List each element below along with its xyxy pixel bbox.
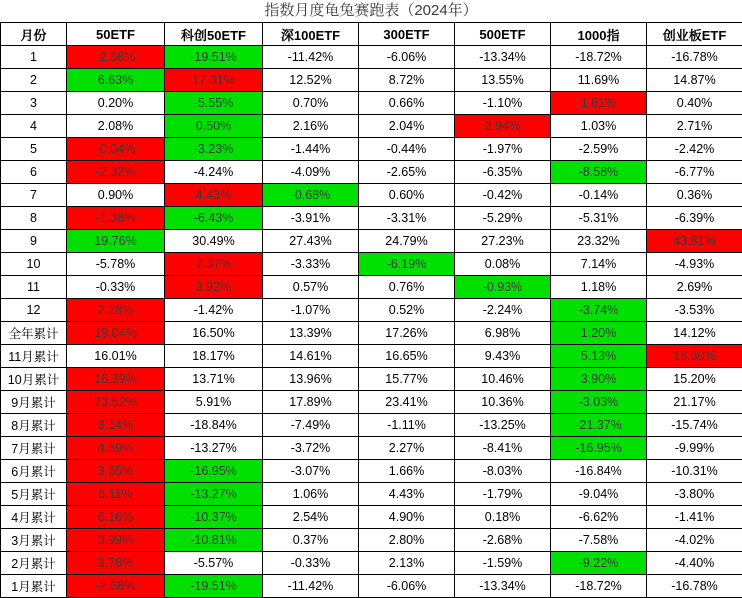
data-cell: 2.08%: [67, 115, 165, 138]
data-cell: -3.53%: [647, 299, 742, 322]
data-cell: -6.39%: [647, 207, 742, 230]
data-cell: 12.52%: [263, 69, 359, 92]
data-cell: -16.84%: [551, 460, 647, 483]
data-cell: 16.01%: [67, 345, 165, 368]
table-row: [1, 253, 742, 276]
table-row: [1, 46, 742, 69]
data-cell: -3.74%: [551, 299, 647, 322]
table-row: [1, 483, 742, 506]
data-cell: 18.30%: [647, 345, 742, 368]
data-cell: 14.12%: [647, 322, 742, 345]
table-row: [1, 161, 742, 184]
row-label: 12: [1, 299, 67, 322]
data-cell: 1.81%: [551, 92, 647, 115]
data-cell: 3.65%: [67, 460, 165, 483]
data-cell: 2.16%: [263, 115, 359, 138]
column-header-500etf: 500ETF: [455, 23, 551, 46]
data-cell: 30.49%: [165, 230, 263, 253]
table-row: [1, 207, 742, 230]
table-row: [1, 299, 742, 322]
table-row: [1, 414, 742, 437]
data-cell: -8.41%: [455, 437, 551, 460]
data-cell: -7.49%: [263, 414, 359, 437]
column-header-kechuang50etf: 科创50ETF: [165, 23, 263, 46]
data-cell: -16.78%: [647, 46, 742, 69]
data-cell: -3.07%: [263, 460, 359, 483]
data-cell: -1.10%: [455, 92, 551, 115]
data-cell: 7.14%: [551, 253, 647, 276]
data-cell: -0.33%: [263, 552, 359, 575]
data-cell: -18.84%: [165, 414, 263, 437]
data-cell: 7.37%: [165, 253, 263, 276]
data-cell: -6.19%: [359, 253, 455, 276]
column-header-300etf: 300ETF: [359, 23, 455, 46]
data-cell: 17.89%: [263, 391, 359, 414]
data-cell: -2.68%: [455, 529, 551, 552]
table-row: [1, 115, 742, 138]
data-cell: -1.44%: [263, 138, 359, 161]
data-cell: -5.57%: [165, 552, 263, 575]
data-cell: -4.02%: [647, 529, 742, 552]
data-cell: 14.87%: [647, 69, 742, 92]
data-cell: -5.29%: [455, 207, 551, 230]
data-cell: -13.27%: [165, 437, 263, 460]
data-cell: 3.99%: [67, 529, 165, 552]
table-row: [1, 322, 742, 345]
table-row: [1, 460, 742, 483]
table-row: [1, 276, 742, 299]
data-cell: -6.06%: [359, 46, 455, 69]
data-cell: 0.60%: [359, 184, 455, 207]
row-label: 7月累计: [1, 437, 67, 460]
data-cell: 0.18%: [455, 506, 551, 529]
data-cell: 0.76%: [359, 276, 455, 299]
table-row: [1, 552, 742, 575]
data-cell: -4.40%: [647, 552, 742, 575]
data-cell: 0.52%: [359, 299, 455, 322]
data-cell: 2.28%: [67, 299, 165, 322]
data-cell: -5.55%: [165, 92, 263, 115]
data-cell: -1.42%: [165, 299, 263, 322]
data-cell: -2.65%: [359, 161, 455, 184]
data-cell: -3.72%: [263, 437, 359, 460]
data-cell: -1.38%: [67, 207, 165, 230]
data-cell: 2.13%: [359, 552, 455, 575]
row-label: 5: [1, 138, 67, 161]
data-cell: -0.42%: [455, 184, 551, 207]
data-cell: 0.90%: [67, 184, 165, 207]
data-cell: 43.81%: [647, 230, 742, 253]
data-cell: -2.42%: [647, 138, 742, 161]
data-cell: 13.96%: [263, 368, 359, 391]
data-cell: 19.76%: [67, 230, 165, 253]
data-cell: 0.37%: [263, 529, 359, 552]
data-cell: 15.77%: [359, 368, 455, 391]
data-cell: 23.32%: [551, 230, 647, 253]
data-cell: -18.72%: [551, 575, 647, 598]
data-cell: 15.20%: [647, 368, 742, 391]
data-cell: -16.78%: [647, 575, 742, 598]
data-cell: 2.54%: [263, 506, 359, 529]
data-cell: 6.63%: [67, 69, 165, 92]
row-label: 3: [1, 92, 67, 115]
data-cell: 2.80%: [359, 529, 455, 552]
data-cell: 8.72%: [359, 69, 455, 92]
row-label: 9: [1, 230, 67, 253]
table-row: [1, 138, 742, 161]
data-cell: 2.94%: [455, 115, 551, 138]
row-label: 9月累计: [1, 391, 67, 414]
data-cell: 13.71%: [165, 368, 263, 391]
data-cell: -6.77%: [647, 161, 742, 184]
table-row: [1, 529, 742, 552]
column-header-shen100etf: 深100ETF: [263, 23, 359, 46]
data-cell: 1.06%: [263, 483, 359, 506]
data-cell: 19.04%: [67, 322, 165, 345]
table-row: [1, 230, 742, 253]
data-cell: 0.20%: [67, 92, 165, 115]
data-cell: -11.42%: [263, 46, 359, 69]
data-cell: 13.39%: [263, 322, 359, 345]
data-cell: 4.59%: [67, 437, 165, 460]
data-cell: -13.34%: [455, 46, 551, 69]
data-cell: 2.04%: [359, 115, 455, 138]
row-label: 6月累计: [1, 460, 67, 483]
data-cell: -0.04%: [67, 138, 165, 161]
data-cell: 0.66%: [359, 92, 455, 115]
row-label: 7: [1, 184, 67, 207]
table-row: [1, 391, 742, 414]
data-cell: -0.93%: [455, 276, 551, 299]
data-cell: -0.33%: [67, 276, 165, 299]
data-cell: -10.37%: [165, 506, 263, 529]
data-cell: -19.51%: [165, 575, 263, 598]
data-cell: 10.46%: [455, 368, 551, 391]
data-cell: -1.11%: [359, 414, 455, 437]
data-cell: 0.40%: [647, 92, 742, 115]
data-cell: 23.41%: [359, 391, 455, 414]
row-label: 3月累计: [1, 529, 67, 552]
data-cell: 3.14%: [67, 414, 165, 437]
data-cell: 2.71%: [647, 115, 742, 138]
data-cell: 6.98%: [455, 322, 551, 345]
data-cell: -1.07%: [263, 299, 359, 322]
table-row: [1, 506, 742, 529]
data-cell: 10.36%: [455, 391, 551, 414]
data-cell: -2.59%: [551, 138, 647, 161]
data-cell: -1.79%: [455, 483, 551, 506]
data-cell: 24.79%: [359, 230, 455, 253]
table-body: [1, 46, 742, 598]
data-cell: -3.80%: [647, 483, 742, 506]
data-cell: -1.97%: [455, 138, 551, 161]
data-cell: 6.16%: [67, 506, 165, 529]
data-cell: -10.81%: [165, 529, 263, 552]
data-cell: -6.62%: [551, 506, 647, 529]
data-cell: -8.03%: [455, 460, 551, 483]
data-cell: 2.69%: [647, 276, 742, 299]
row-label: 2月累计: [1, 552, 67, 575]
table-row: [1, 368, 742, 391]
row-label: 5月累计: [1, 483, 67, 506]
row-label: 11: [1, 276, 67, 299]
data-cell: 9.43%: [455, 345, 551, 368]
data-cell: -15.74%: [647, 414, 742, 437]
row-label: 8: [1, 207, 67, 230]
data-cell: 5.13%: [551, 345, 647, 368]
data-cell: -16.95%: [551, 437, 647, 460]
data-cell: -7.58%: [551, 529, 647, 552]
data-cell: 13.55%: [455, 69, 551, 92]
data-cell: -13.34%: [455, 575, 551, 598]
data-cell: -4.09%: [263, 161, 359, 184]
data-cell: 1.66%: [359, 460, 455, 483]
data-cell: -9.22%: [551, 552, 647, 575]
table-row: [1, 92, 742, 115]
column-header-month: 月份: [1, 23, 67, 46]
data-cell: 1.18%: [551, 276, 647, 299]
data-cell: -3.03%: [551, 391, 647, 414]
data-cell: 0.08%: [455, 253, 551, 276]
data-cell: 1.20%: [551, 322, 647, 345]
data-cell: -6.35%: [455, 161, 551, 184]
performance-table: [0, 22, 742, 598]
data-cell: 2.27%: [359, 437, 455, 460]
row-label: 全年累计: [1, 322, 67, 345]
row-label: 1: [1, 46, 67, 69]
table-row: [1, 575, 742, 598]
data-cell: -3.31%: [359, 207, 455, 230]
table-header-row: [1, 23, 742, 46]
data-cell: 0.36%: [647, 184, 742, 207]
data-cell: -10.31%: [647, 460, 742, 483]
data-cell: 16.39%: [67, 368, 165, 391]
data-cell: -4.24%: [165, 161, 263, 184]
data-cell: 4.90%: [359, 506, 455, 529]
table-row: [1, 345, 742, 368]
data-cell: -5.78%: [67, 253, 165, 276]
column-header-chuangyebanetf: 创业板ETF: [647, 23, 742, 46]
data-cell: -18.72%: [551, 46, 647, 69]
data-cell: 17.31%: [165, 69, 263, 92]
data-cell: -3.33%: [263, 253, 359, 276]
data-cell: -21.37%: [551, 414, 647, 437]
data-cell: 4.43%: [165, 184, 263, 207]
table-row: [1, 437, 742, 460]
data-cell: -6.06%: [359, 575, 455, 598]
data-cell: 3.90%: [551, 368, 647, 391]
data-cell: 1.03%: [551, 115, 647, 138]
data-cell: -2.24%: [455, 299, 551, 322]
data-cell: -5.31%: [551, 207, 647, 230]
data-cell: -19.51%: [165, 46, 263, 69]
data-cell: 18.17%: [165, 345, 263, 368]
table-row: [1, 184, 742, 207]
data-cell: -9.99%: [647, 437, 742, 460]
data-cell: 21.17%: [647, 391, 742, 414]
data-cell: 14.61%: [263, 345, 359, 368]
data-cell: 0.57%: [263, 276, 359, 299]
row-label: 11月累计: [1, 345, 67, 368]
data-cell: -11.42%: [263, 575, 359, 598]
data-cell: -6.43%: [165, 207, 263, 230]
row-label: 2: [1, 69, 67, 92]
data-cell: 6.11%: [67, 483, 165, 506]
data-cell: -8.58%: [551, 161, 647, 184]
row-label: 8月累计: [1, 414, 67, 437]
data-cell: 27.23%: [455, 230, 551, 253]
data-cell: 3.92%: [165, 276, 263, 299]
data-cell: -3.23%: [165, 138, 263, 161]
data-cell: -3.91%: [263, 207, 359, 230]
row-label: 10: [1, 253, 67, 276]
data-cell: -13.25%: [455, 414, 551, 437]
data-cell: 11.69%: [551, 69, 647, 92]
data-cell: -2.68%: [67, 575, 165, 598]
data-cell: -9.04%: [551, 483, 647, 506]
data-cell: -2.32%: [67, 161, 165, 184]
data-cell: -16.95%: [165, 460, 263, 483]
page-title: 指数月度龟兔赛跑表（2024年）: [0, 0, 742, 22]
data-cell: -0.14%: [551, 184, 647, 207]
data-cell: 23.52%: [67, 391, 165, 414]
data-cell: -1.41%: [647, 506, 742, 529]
data-cell: -0.44%: [359, 138, 455, 161]
data-cell: 0.70%: [263, 92, 359, 115]
data-cell: -0.68%: [263, 184, 359, 207]
column-header-1000index: 1000指: [551, 23, 647, 46]
table-row: [1, 69, 742, 92]
data-cell: 5.91%: [165, 391, 263, 414]
row-label: 4: [1, 115, 67, 138]
row-label: 6: [1, 161, 67, 184]
data-cell: 0.50%: [165, 115, 263, 138]
data-cell: 16.50%: [165, 322, 263, 345]
data-cell: -4.93%: [647, 253, 742, 276]
data-cell: 3.78%: [67, 552, 165, 575]
data-cell: 4.43%: [359, 483, 455, 506]
data-cell: 27.43%: [263, 230, 359, 253]
data-cell: 16.65%: [359, 345, 455, 368]
column-header-50etf: 50ETF: [67, 23, 165, 46]
data-cell: -2.68%: [67, 46, 165, 69]
row-label: 4月累计: [1, 506, 67, 529]
data-cell: 17.26%: [359, 322, 455, 345]
row-label: 1月累计: [1, 575, 67, 598]
data-cell: -13.27%: [165, 483, 263, 506]
data-cell: -1.59%: [455, 552, 551, 575]
row-label: 10月累计: [1, 368, 67, 391]
